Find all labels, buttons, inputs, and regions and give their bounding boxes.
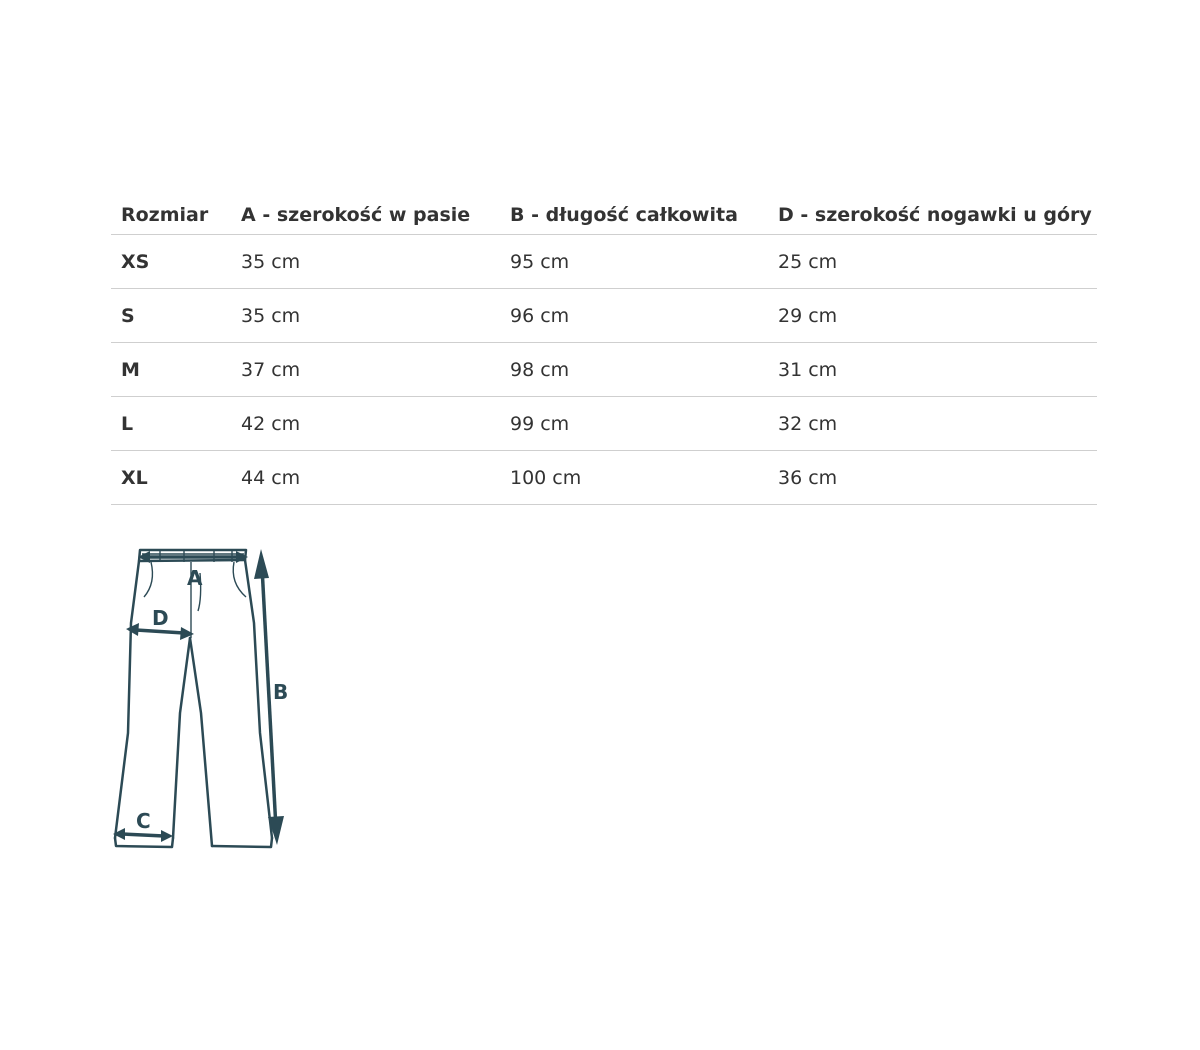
header-size: Rozmiar — [111, 196, 231, 235]
leg-width-cell: 25 cm — [768, 235, 1097, 289]
total-length-cell: 95 cm — [500, 235, 768, 289]
size-cell: XL — [111, 451, 231, 505]
table-row — [111, 289, 1097, 343]
header-total-length: B - długość całkowita — [500, 196, 768, 235]
total-length-cell: 100 cm — [500, 451, 768, 505]
leg-width-cell: 36 cm — [768, 451, 1097, 505]
waist-width-cell: 35 cm — [231, 235, 500, 289]
table-row — [111, 343, 1097, 397]
leg-width-cell: 32 cm — [768, 397, 1097, 451]
waist-width-cell: 44 cm — [231, 451, 500, 505]
waist-width-cell: 42 cm — [231, 397, 500, 451]
label-b: B — [273, 680, 289, 704]
total-length-cell: 96 cm — [500, 289, 768, 343]
leg-width-cell: 31 cm — [768, 343, 1097, 397]
total-length-cell: 99 cm — [500, 397, 768, 451]
size-cell: XS — [111, 235, 231, 289]
header-leg-width-top: D - szerokość nogawki u góry — [768, 196, 1097, 235]
table-row — [111, 451, 1097, 505]
waist-width-cell: 35 cm — [231, 289, 500, 343]
label-d: D — [152, 606, 169, 630]
trousers-outline-icon — [115, 550, 272, 847]
header-row — [111, 196, 1097, 235]
leg-width-arrow — [126, 606, 194, 640]
total-length-cell: 98 cm — [500, 343, 768, 397]
table-header — [111, 196, 1097, 235]
table-row — [111, 235, 1097, 289]
table-row — [111, 397, 1097, 451]
waist-width-arrow — [138, 551, 248, 590]
size-chart-table — [111, 196, 1097, 505]
size-cell: M — [111, 343, 231, 397]
hem-width-arrow — [113, 809, 173, 842]
table-body — [111, 235, 1097, 505]
label-a: A — [187, 566, 203, 590]
waist-width-cell: 37 cm — [231, 343, 500, 397]
leg-width-cell: 29 cm — [768, 289, 1097, 343]
size-cell: L — [111, 397, 231, 451]
size-cell: S — [111, 289, 231, 343]
trousers-measurement-diagram — [108, 543, 298, 855]
header-waist-width: A - szerokość w pasie — [231, 196, 500, 235]
label-c: C — [136, 809, 151, 833]
